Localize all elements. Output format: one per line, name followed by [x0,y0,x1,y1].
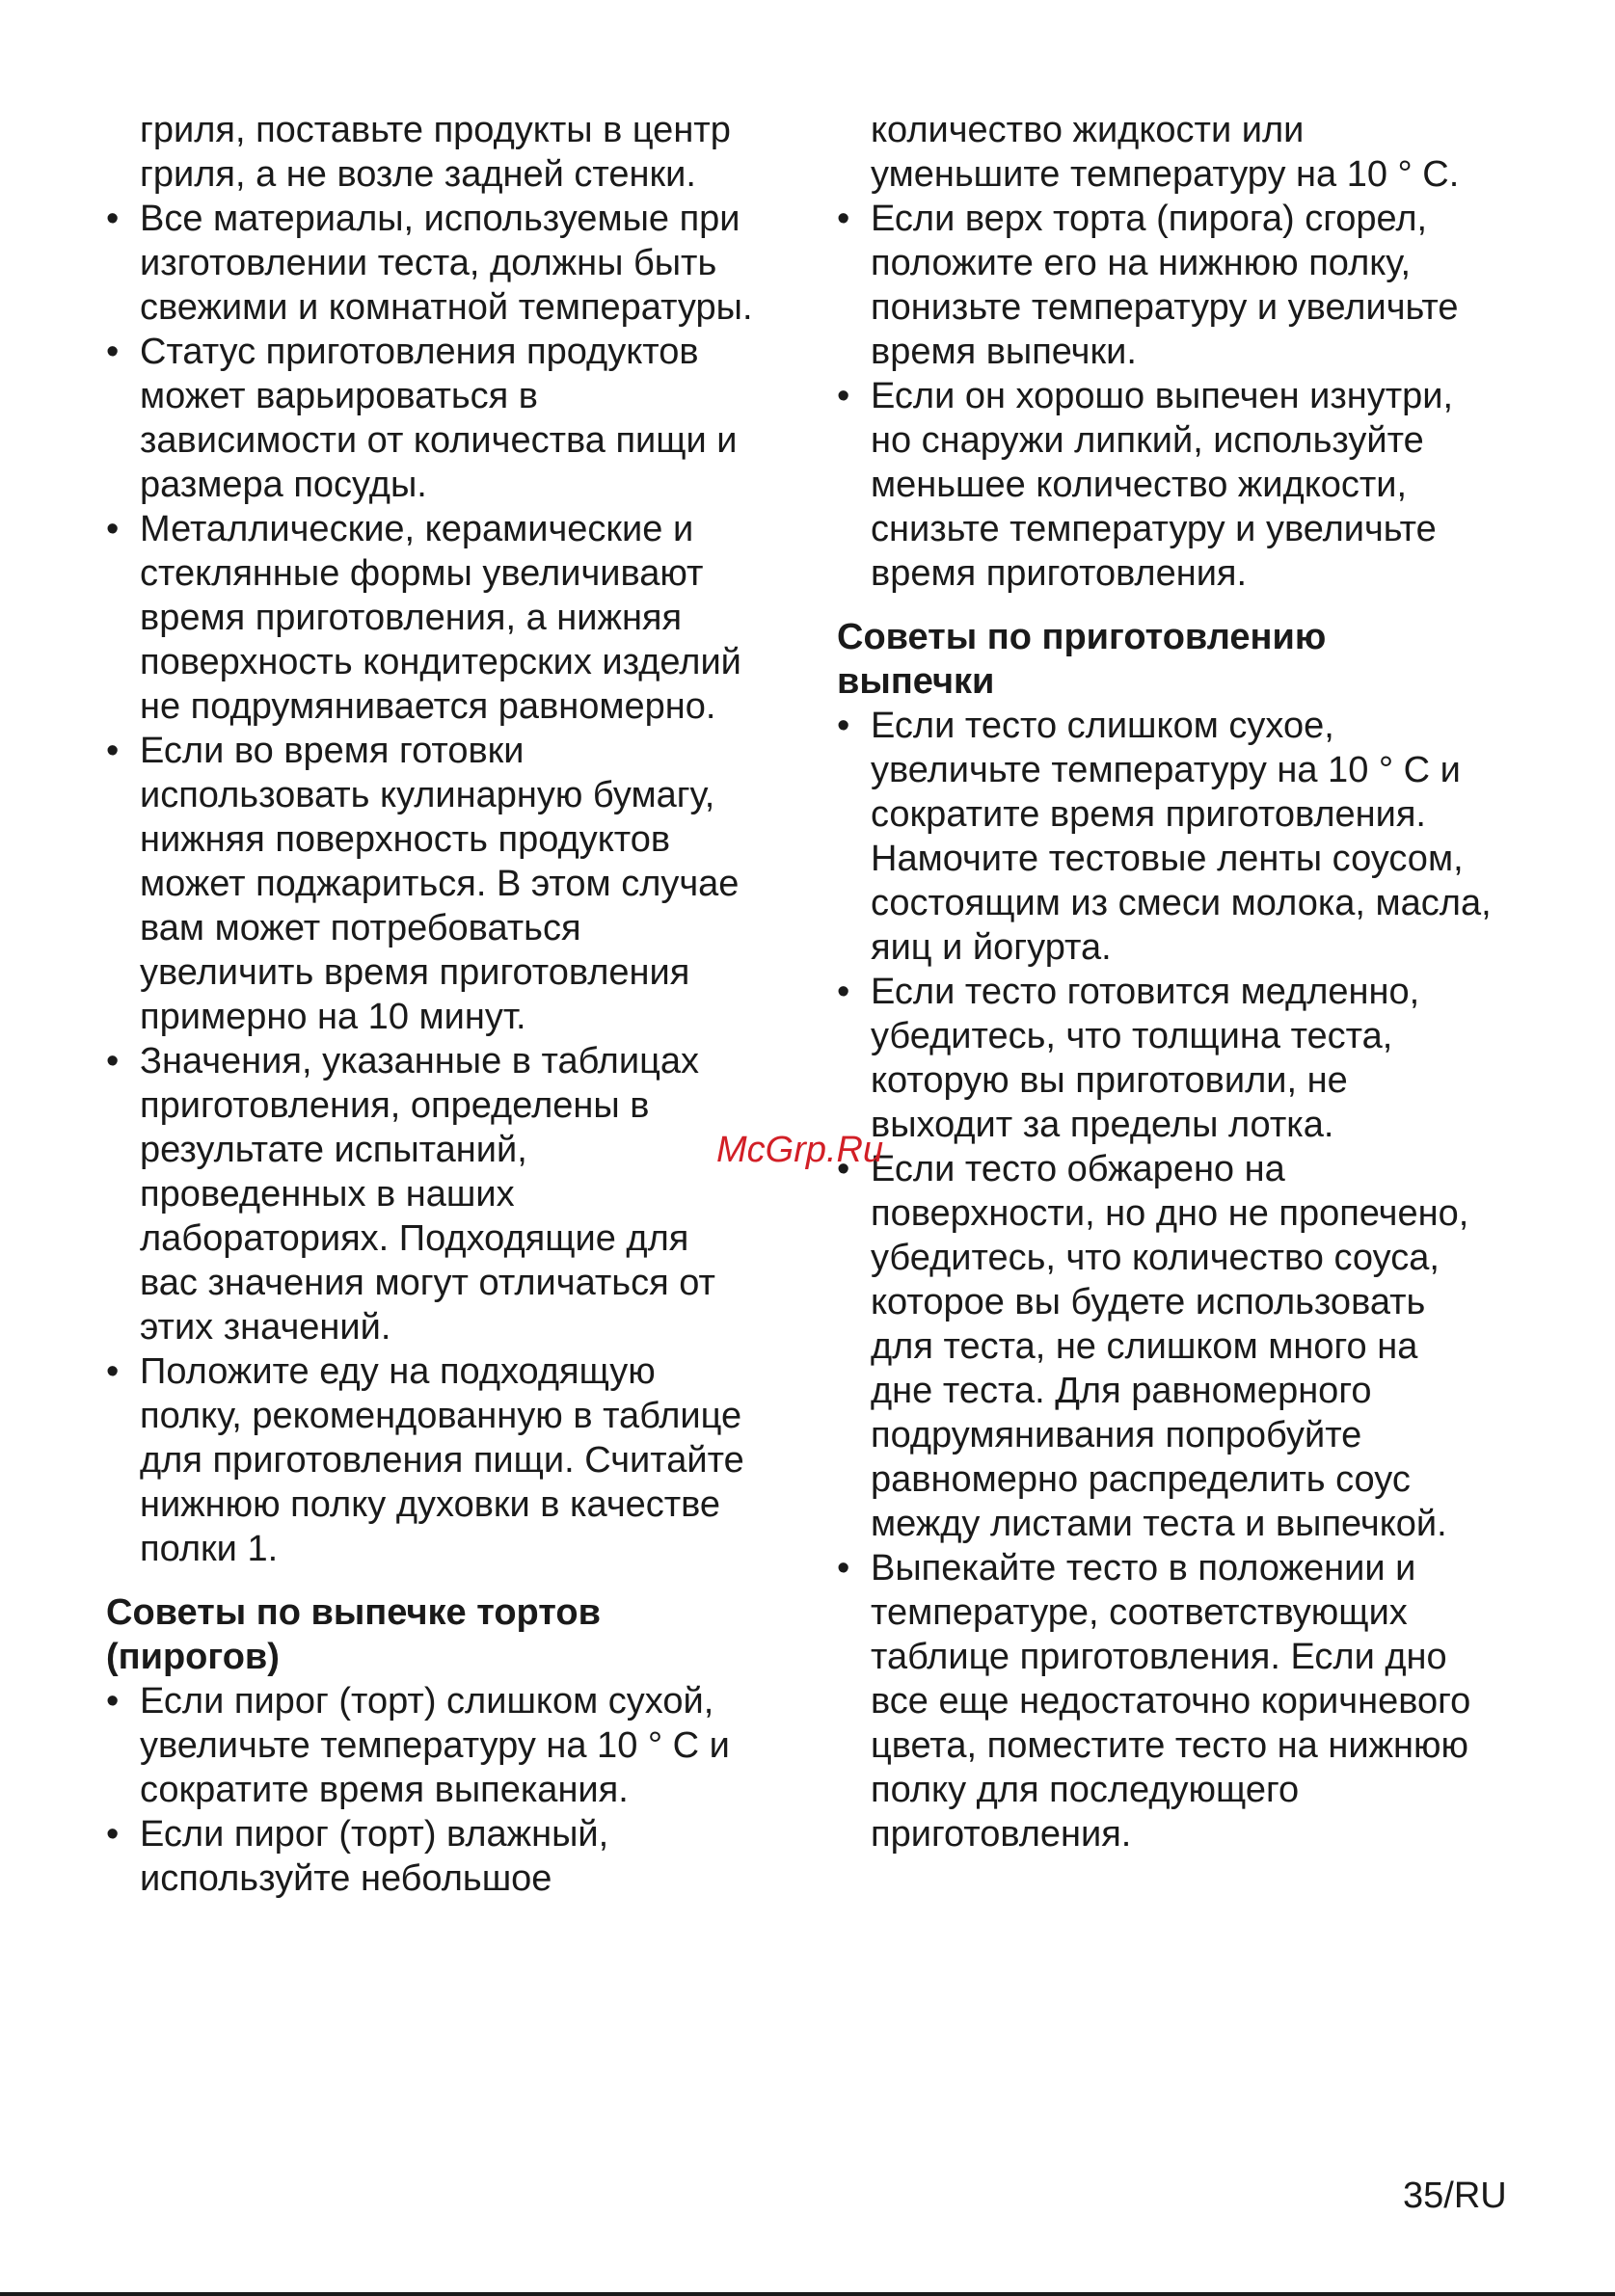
text-line: подрумянивания попробуйте [871,1415,1362,1455]
text-line: не подрумянивается равномерно. [140,686,716,727]
text-line: таблице приготовления. Если дно [871,1637,1447,1677]
list-item [837,197,1533,374]
text-line: но снаружи липкий, используйте [871,420,1424,461]
section-heading-cake-tips [106,1590,800,1679]
list-item [837,704,1533,970]
text-line: положите его на нижнюю полку, [871,243,1412,283]
left-column [106,108,800,1901]
text-line: этих значений. [140,1307,391,1348]
text-line: зависимости от количества пищи и [140,420,738,461]
bullet-list [837,197,1533,596]
text-line: полки 1. [140,1529,279,1569]
text-line: которое вы будете использовать [871,1282,1426,1322]
text-line: выходит за пределы лотка. [871,1105,1334,1145]
text-line: сократите время выпекания. [140,1770,629,1810]
text-line: • Значения, указанные в таблицах [140,1041,699,1081]
text-line: может поджариться. В этом случае [140,864,740,904]
text-line: • Выпекайте тесто в положении и [871,1548,1416,1589]
text-line: • Статус приготовления продуктов [140,332,699,372]
text-line: нижнюю полку духовки в качестве [140,1484,721,1525]
text-line: стеклянные формы увеличивают [140,553,704,594]
list-item [837,970,1533,1147]
text-line: приготовления. [871,1814,1132,1855]
bullet-list [106,197,800,1571]
list-item [106,729,800,1039]
list-item [106,1349,800,1571]
heading-line: (пирогов) [106,1637,280,1677]
continuation-text [106,108,800,197]
text-line: температуре, соответствующих [871,1592,1408,1633]
text-line: свежими и комнатной температуры. [140,287,753,328]
section-heading-pastry-tips [837,615,1533,704]
text-line: использовать кулинарную бумагу, [140,775,715,815]
list-item [837,374,1533,596]
heading-line: Советы по выпечке тортов [106,1592,601,1633]
text-line: может варьироваться в [140,376,538,416]
text-line: • Все материалы, используемые при [140,199,740,239]
text-line: результате испытаний, [140,1130,527,1170]
text-line: состоящим из смеси молока, масла, [871,883,1492,923]
list-item [106,330,800,507]
text-line: цвета, поместите тесто на нижнюю [871,1725,1468,1766]
list-item [106,1812,800,1901]
text-line: • Если верх торта (пирога) сгорел, [871,199,1428,239]
list-item [106,1039,800,1349]
text-line: гриля, а не возле задней стенки. [140,154,696,195]
bottom-divider [0,2292,1615,2296]
text-line: лабораториях. Подходящие для [140,1218,689,1259]
page-number: 35/RU [1403,2176,1507,2216]
text-line: вам может потребоваться [140,908,581,948]
text-line: равномерно распределить соус [871,1459,1411,1500]
text-line: сократите время приготовления. [871,794,1426,835]
text-line: уменьшите температуру на 10 ° С. [871,154,1460,195]
text-line: • Если пирог (торт) слишком сухой, [140,1681,714,1722]
text-line: которую вы приготовили, не [871,1060,1348,1101]
text-line: увеличьте температуру на 10 ° С и [871,750,1461,790]
text-line: полку для последующего [871,1770,1300,1810]
bullet-list [106,1679,800,1901]
text-line: увеличьте температуру на 10 ° С и [140,1725,730,1766]
list-item [106,507,800,729]
text-line: полку, рекомендованную в таблице [140,1396,742,1436]
text-line: время выпечки. [871,332,1137,372]
heading-line: выпечки [837,661,995,702]
right-column [837,108,1533,1856]
text-line: для приготовления пищи. Считайте [140,1440,744,1481]
text-line: убедитесь, что толщина теста, [871,1016,1393,1056]
continuation-text [837,108,1533,197]
text-line: приготовления, определены в [140,1085,650,1126]
text-line: дне теста. Для равномерного [871,1371,1372,1411]
text-line: • Положите еду на подходящую [140,1351,656,1392]
text-line: гриля, поставьте продукты в центр [140,110,731,150]
text-line: понизьте температуру и увеличьте [871,287,1459,328]
text-line: убедитесь, что количество соуса, [871,1238,1440,1278]
text-line: • Металлические, керамические и [140,509,694,549]
text-line: проведенных в наших [140,1174,515,1215]
text-line: количество жидкости или [871,110,1305,150]
watermark: McGrp.Ru [716,1130,884,1170]
text-line: Намочите тестовые ленты соусом, [871,839,1464,879]
text-line: увеличить время приготовления [140,952,690,993]
text-line: вас значения могут отличаться от [140,1263,715,1303]
text-line: • Если тесто обжарено на [871,1149,1285,1189]
text-line: поверхность кондитерских изделий [140,642,741,682]
text-line: • Если он хорошо выпечен изнутри, [871,376,1454,416]
text-line: • Если тесто готовится медленно, [871,972,1420,1012]
text-line: примерно на 10 минут. [140,997,526,1037]
list-item [837,1147,1533,1546]
text-line: изготовлении теста, должны быть [140,243,717,283]
text-line: все еще недостаточно коричневого [871,1681,1471,1722]
text-line: яиц и йогурта. [871,927,1112,968]
text-line: меньшее количество жидкости, [871,465,1408,505]
text-line: нижняя поверхность продуктов [140,819,671,860]
text-line: время приготовления, а нижняя [140,598,683,638]
list-item [837,1546,1533,1856]
text-line: • Если во время готовки [140,731,525,771]
text-line: между листами теста и выпечкой. [871,1504,1447,1544]
list-item [106,1679,800,1812]
bullet-list [837,704,1533,1856]
text-line: поверхности, но дно не пропечено, [871,1193,1469,1234]
text-line: используйте небольшое [140,1858,552,1899]
text-line: • Если тесто слишком сухое, [871,706,1334,746]
heading-line: Советы по приготовлению [837,617,1327,657]
text-line: снизьте температуру и увеличьте [871,509,1437,549]
text-line: • Если пирог (торт) влажный, [140,1814,609,1855]
text-line: время приготовления. [871,553,1248,594]
text-line: для теста, не слишком много на [871,1326,1418,1367]
text-line: размера посуды. [140,465,427,505]
list-item [106,197,800,330]
